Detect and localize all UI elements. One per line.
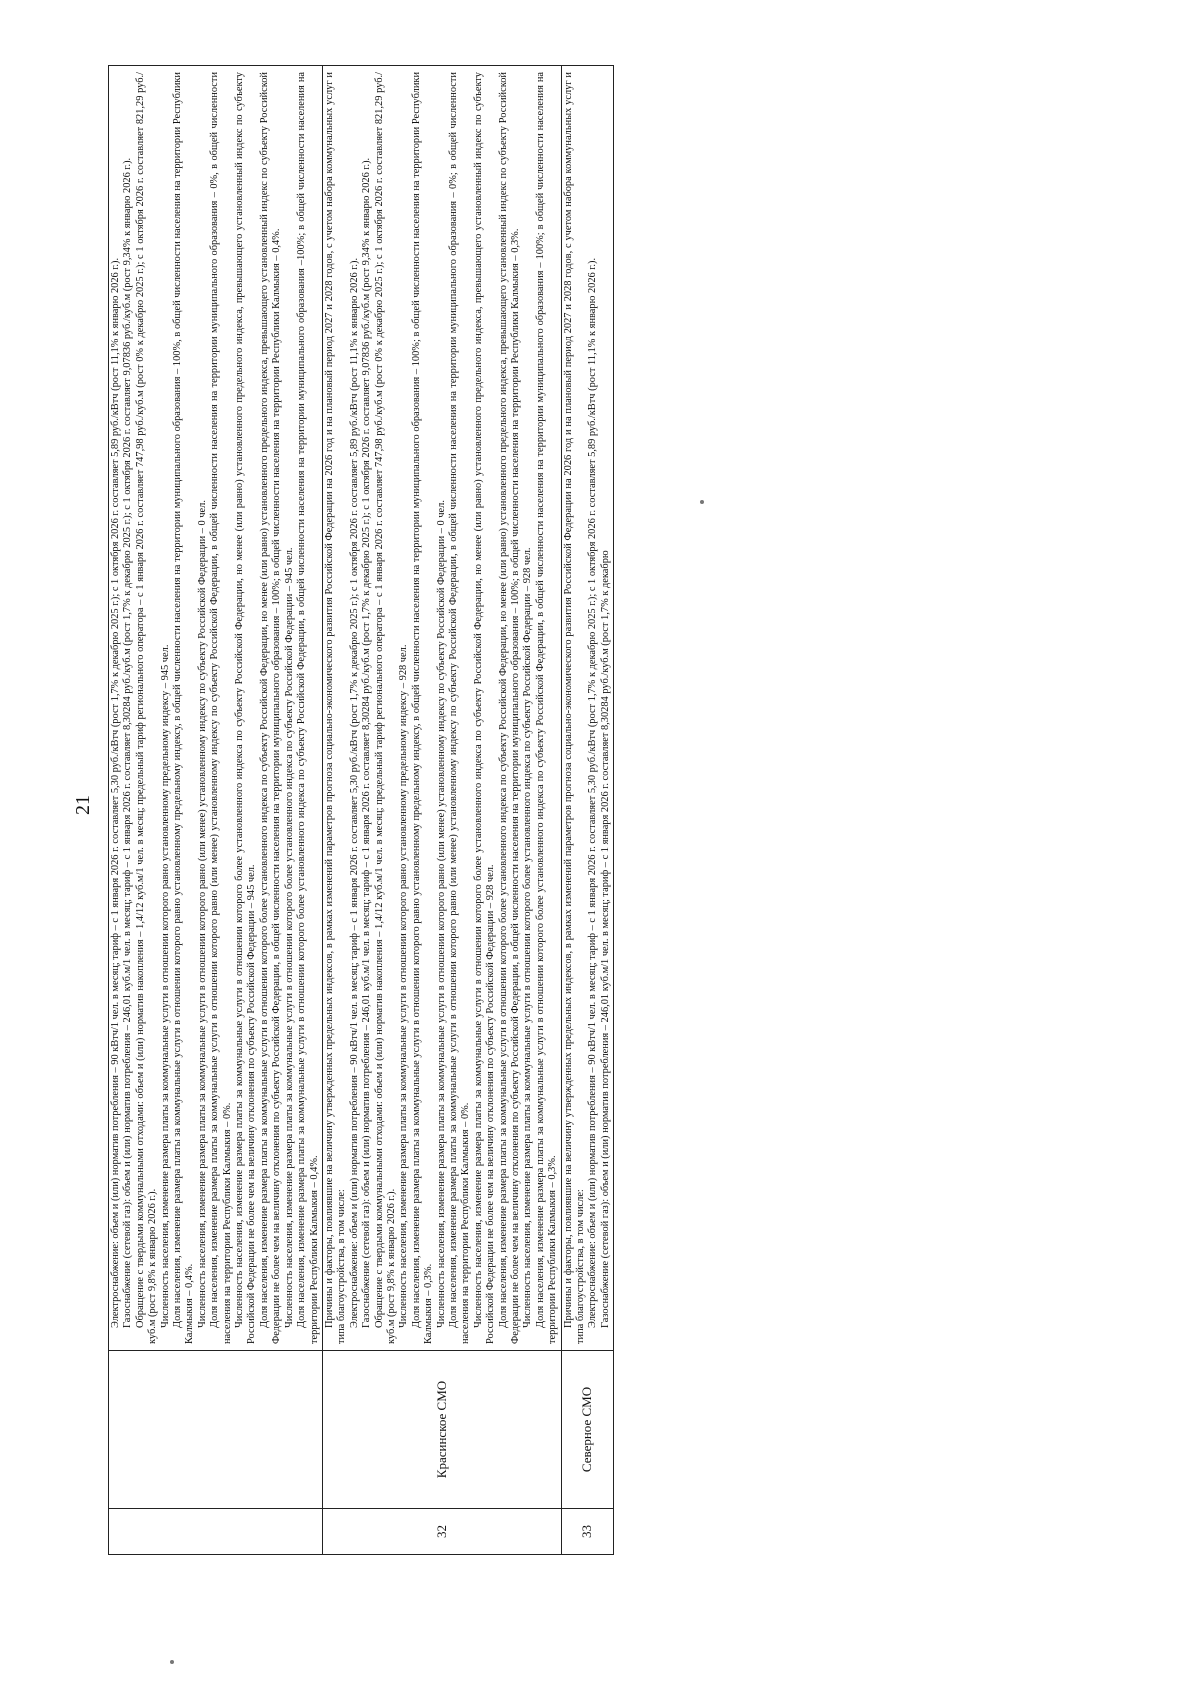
description-paragraph: Доля населения, изменение размера платы за коммунальные услуги в отношении которого равно установленному предельному индексу, в общей численности населения на территории муниципального образования – 100%, в общей численности населения на территории Республики Калмыкия – 0,4%.: [172, 72, 196, 1344]
description-paragraph: Газоснабжение (сетевой газ): объем и (или) норматив потребления – 246,01 куб.м/1 чел. в месяц; тариф – с 1 января 2026 г. составляет 8,30284 руб./куб.м (рост 1,7% к декабрю: [599, 550, 611, 1328]
description-paragraph: Доля населения, изменение размера платы за коммунальные услуги в отношении которого равно (или менее) установленному индексу по субъекту Российской Федерации, в общей численности населения на территории муниципального образования – 0%, в общей численности населения на территории Республики Калмыкия – 0%.: [209, 72, 233, 1344]
description-paragraph: Численность населения, изменение размера платы за коммунальные услуги в отношении которого равно (или менее) установленному индексу по субъекту Российской Федерации – 0 чел.: [196, 500, 208, 1328]
scan-speck: [170, 1660, 174, 1664]
description-paragraph: Доля населения, изменение размера платы за коммунальные услуги в отношении которого более установленного индекса по субъекту Российской Федерации, в общей численности населения на территории муниципального образования – 100%; в общей численности населения на территории Республики Калмыкия – 0,3%.: [534, 72, 559, 1344]
description-paragraph: Доля населения, изменение размера платы за коммунальные услуги в отношении которого равно установленному предельному индексу, в общей численности населения на территории муниципального образования – 100%; в общей численности населения на территории Республики Калмыкия – 0,3%.: [410, 72, 435, 1344]
page-number: 21: [72, 795, 94, 815]
description-paragraph: Газоснабжение (сетевой газ): объем и (или) норматив потребления – 246,01 куб.м/1 чел. в месяц; тариф – с 1 января 2026 г. составляет 8,30284 руб./куб.м (рост 1,7% к декабрю 2025 г.); с 1 октября 2026 г. составляет 9,07836 руб./куб.м (рост 9,34% к январю 2026 г.).: [122, 157, 134, 1328]
description-paragraph: Обращение с твердыми коммунальными отходами: объем и (или) норматив накопления – 1,4/12 куб.м/1 чел. в месяц; предельный тариф регионального оператора – с 1 января 2026 г. составляет 747,98 руб./куб.м (рост 0% к декабрю 2025 г.); с 1 октября 2026 г. составляет 821,29 руб./куб.м (рост 9,8% к январю 2026 г.).: [134, 72, 159, 1344]
description-paragraph: Обращение с твердыми коммунальными отходами: объем и (или) норматив накопления – 1,4/12 куб.м/1 чел. в месяц; предельный тариф регионального оператора – с 1 января 2026 г. составляет 747,98 руб./куб.м (рост 0% к декабрю 2025 г.); с 1 октября 2026 г. составляет 821,29 руб./куб.м (рост 9,8% к январю 2026 г.).: [373, 72, 397, 1344]
description-paragraph: Доля населения, изменение размера платы за коммунальные услуги в отношении которого более установленного индекса по субъекту Российской Федерации, в общей численности населения на территории муниципального образования –100%; в общей численности населения на территории Республики Калмыкия – 0,4%.: [296, 72, 320, 1344]
description-paragraph: Численность населения, изменение размера платы за коммунальные услуги в отношении которого более установленного индекса по субъекту Российской Федерации – 928 чел.: [522, 547, 534, 1328]
description-paragraph: Доля населения, изменение размера платы за коммунальные услуги в отношении которого более установленного индекса по субъекту Российской Федерации, но менее (или равно) установленного предельного индекса, превышающего установленный индекс по субъекту Российской Федерации не более чем на величину отклонения по субъекту Российской Федерации, в общей численности населения на территории муниципального образования – 100%; в общей численности населения на территории Республики Калмыкия – 0,4%.: [258, 72, 283, 1344]
rotated-page: [72, 35, 1100, 1575]
description-paragraph: Численность населения, изменение размера платы за коммунальные услуги в отношении которого более установленного индекса по субъекту Российской Федерации, но менее (или равно) установленного предельного индекса, превышающего установленный индекс по субъекту Российской Федерации не более чем на величину отклонения по субъекту Российской Федерации – 928 чел.: [472, 72, 497, 1344]
description-cell: [322, 66, 561, 1351]
description-paragraph: Электроснабжение: объем и (или) норматив потребления – 90 кВтч/1 чел. в месяц; тариф – с 1 января 2026 г. составляет 5,30 руб./кВтч (рост 1,7% к декабрю 2025 г.); с 1 октября 2026 г. составляет 5,89 руб./кВтч (рост 11,1% к январю 2026 г.).: [110, 257, 121, 1328]
table-row: [561, 66, 614, 1555]
description-paragraph: Причины и факторы, повлиявшие на величину утвержденных предельных индексов, в рамках изменений параметров прогноза социально-экономического развития Российской Федерации на 2026 год и на плановый период 2027 и 2028 годов, с учетом набора коммунальных услуг и типа благоустройства, в том числе:: [323, 72, 348, 1344]
description-paragraph: Численность населения, изменение размера платы за коммунальные услуги в отношении которого более установленного индекса по субъекту Российской Федерации – 945 чел.: [283, 547, 295, 1328]
row-number: 32: [322, 1509, 561, 1555]
tariff-table: [108, 65, 614, 1555]
description-paragraph: Численность населения, изменение размера платы за коммунальные услуги в отношении которого равно установленному предельному индексу – 945 чел.: [159, 644, 171, 1328]
description-paragraph: Численность населения, изменение размера платы за коммунальные услуги в отношении которого равно установленному предельному индексу – 928 чел.: [398, 644, 410, 1328]
municipality-name: [109, 1351, 323, 1509]
description-paragraph: Численность населения, изменение размера платы за коммунальные услуги в отношении которого равно (или менее) установленному индексу по субъекту Российской Федерации – 0 чел.: [435, 500, 447, 1328]
description-paragraph: Доля населения, изменение размера платы за коммунальные услуги в отношении которого более установленного индекса по субъекту Российской Федерации, но менее (или равно) установленного предельного индекса, превышающего установленный индекс по субъекту Российской Федерации не более чем на величину отклонения по субъекту Российской Федерации, в общей численности населения на территории муниципального образования – 100%; в общей численности населения на территории Республики Калмыкия – 0,3%.: [497, 72, 521, 1344]
description-paragraph: Причины и факторы, повлиявшие на величину утвержденных предельных индексов, в рамках изменений параметров прогноза социально-экономического развития Российской Федерации на 2026 год и на плановый период 2027 и 2028 годов, с учетом набора коммунальных услуг и типа благоустройства, в том числе:: [562, 72, 587, 1344]
description-cell: [109, 66, 323, 1351]
description-paragraph: Доля населения, изменение размера платы за коммунальные услуги в отношении которого равно (или менее) установленному индексу по субъекту Российской Федерации, в общей численности населения на территории муниципального образования – 0%; в общей численности населения на территории Республики Калмыкия – 0%.: [447, 72, 472, 1344]
municipality-name: Северное СМО: [561, 1351, 614, 1509]
description-cell: [561, 66, 614, 1351]
municipality-name: Красинское СМО: [322, 1351, 561, 1509]
row-number: 33: [561, 1509, 614, 1555]
description-paragraph: Электроснабжение: объем и (или) норматив потребления – 90 кВтч/1 чел. в месяц; тариф – с 1 января 2026 г. составляет 5,30 руб./кВтч (рост 1,7% к декабрю 2025 г.); с 1 октября 2026 г. составляет 5,89 руб./кВтч (рост 11,1% к январю 2026 г.).: [348, 257, 360, 1328]
scan-speck: [700, 500, 704, 504]
description-paragraph: Электроснабжение: объем и (или) норматив потребления – 90 кВтч/1 чел. в месяц; тариф – с 1 января 2026 г. составляет 5,30 руб./кВтч (рост 1,7% к декабрю 2025 г.); с 1 октября 2026 г. составляет 5,89 руб./кВтч (рост 11,1% к январю 2026 г.).: [587, 257, 599, 1328]
description-paragraph: Газоснабжение (сетевой газ): объем и (или) норматив потребления – 246,01 куб.м/1 чел. в месяц; тариф – с 1 января 2026 г. составляет 8,30284 руб./куб.м (рост 1,7% к декабрю 2025 г.); с 1 октября 2026 г. составляет 9,07836 руб./куб.м (рост 9,34% к январю 2026 г.).: [361, 157, 373, 1328]
table-row: [322, 66, 561, 1555]
row-number: [109, 1509, 323, 1555]
description-paragraph: Численность населения, изменение размера платы за коммунальные услуги в отношении которого более установленного индекса по субъекту Российской Федерации, но менее (или равно) установленного предельного индекса, превышающего установленный индекс по субъекту Российской Федерации не более чем на величину отклонения по субъекту Российской Федерации – 945 чел.: [234, 72, 258, 1344]
table-row: [109, 66, 323, 1555]
